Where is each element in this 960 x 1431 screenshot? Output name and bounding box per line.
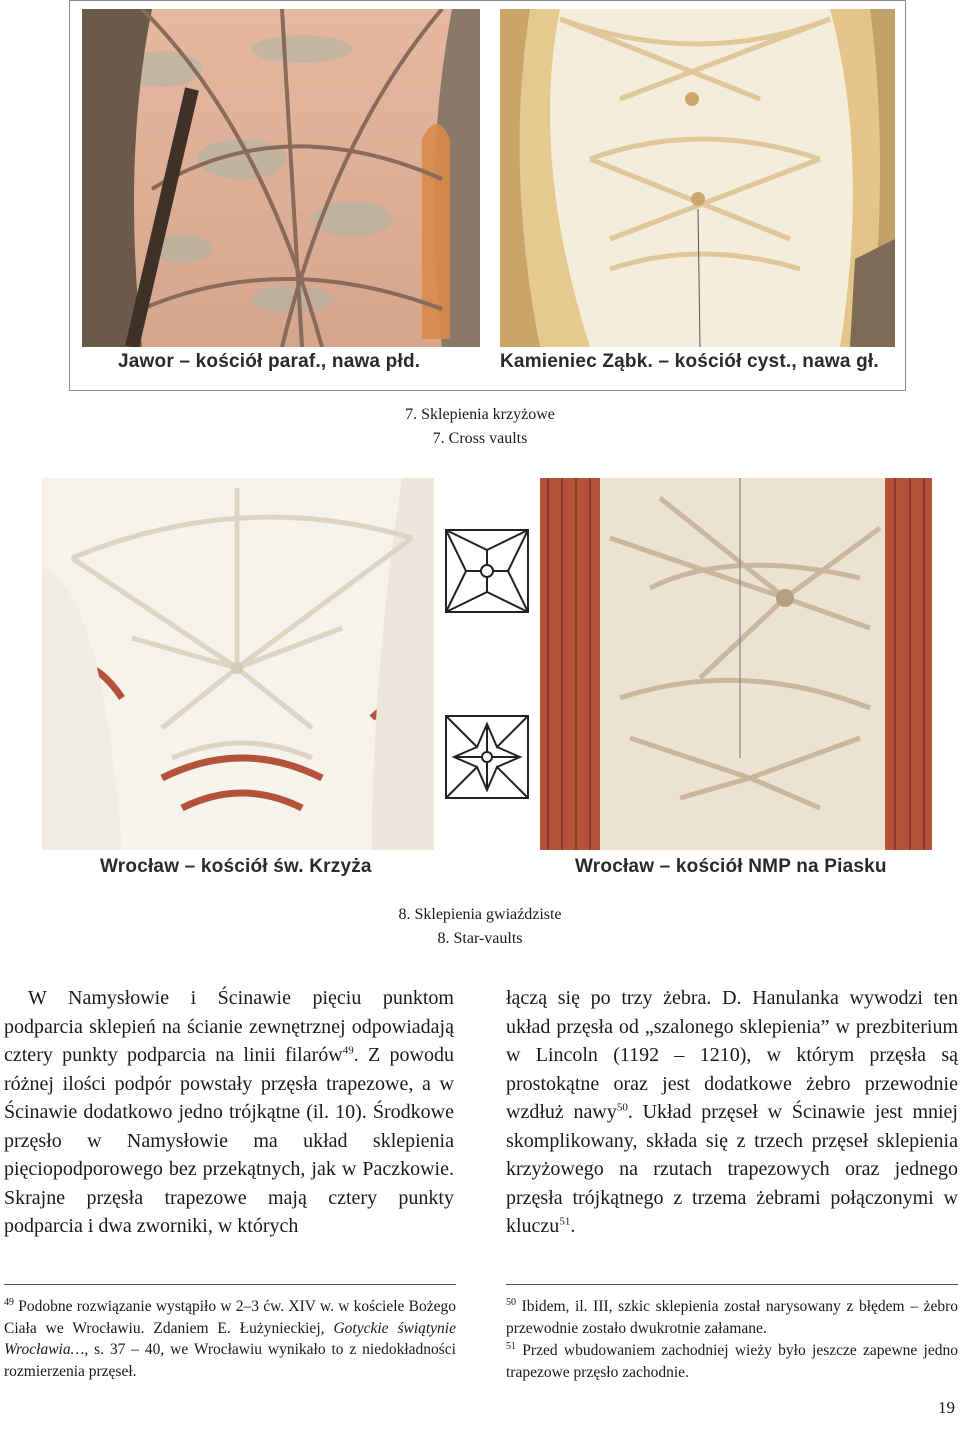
figure-8-caption-en: 8. Star-vaults: [437, 930, 523, 947]
page-number: 19: [938, 1398, 955, 1417]
body-right-text-b: . Układ przęseł w Ścinawie jest mniej skomplikowany, składa się z trzech przęseł sklepienia krzyżowego na rzutach trapezowych oraz jednego przęsła trójkątnego z trzema żebrami połączonymi w kluczu: [506, 1101, 958, 1237]
footnote-49-number: 49: [4, 1296, 14, 1308]
body-left-text-b: . Z powodu różnej ilości podpór powstały przęsła trapezowe, a w Ścinawie dodatkowo jedno trójkątne (il. 10). Środkowe przęsło w Namysłowie ma układ sklepienia pięciopodporowego bez przekątnych, jak w Paczkowie. Skrajne przęsła trapezowe mają cztery punkty podparcia i dwa zworniki, w których: [4, 1044, 454, 1237]
figure-8-caption: [0, 903, 960, 951]
figure-7-right-label: Kamieniec Ząbk. – kościół cyst., nawa gł.: [500, 351, 879, 372]
footnotes-right-column: [506, 1296, 958, 1384]
figure-8-left-label: Wrocław – kościół św. Krzyża: [100, 856, 372, 877]
figure-7-caption: [0, 403, 960, 451]
footnote-ref-50[interactable]: 50: [616, 1101, 628, 1114]
footnote-49-title: Gotyckie świątynie Wrocławia…: [4, 1319, 456, 1358]
figure-7-left-label: Jawor – kościół paraf., nawa płd.: [118, 351, 421, 372]
body-left-text-a: W Namysłowie i Ścinawie pięciu punktom podparcia sklepień na ścianie zewnętrznej odpowiadają cztery punkty podparcia na linii filarów: [4, 987, 454, 1066]
star-vault-diagram-2-icon: [444, 714, 530, 800]
body-text-left-column: [4, 984, 454, 1241]
body-paragraph-left: [4, 984, 454, 1241]
footnote-separator-right: [506, 1284, 958, 1285]
kamieniec-vault-drawing: [500, 9, 895, 347]
photo-piasek-vault: [540, 478, 932, 850]
footnote-separator-left: [4, 1284, 456, 1285]
body-text-right-column: [506, 984, 958, 1241]
footnotes-left-column: [4, 1296, 456, 1383]
body-right-text-c: .: [570, 1215, 576, 1237]
footnote-49-text-b: , s. 37 – 40, we Wrocławiu wynikało to z niedokładności rozmierzenia przęseł.: [4, 1341, 456, 1380]
body-paragraph-right: [506, 984, 958, 1241]
footnote-ref-49[interactable]: 49: [342, 1044, 354, 1057]
footnote-50: [506, 1296, 958, 1339]
piasek-vault-drawing: [540, 478, 932, 850]
krzyza-vault-drawing: [42, 478, 434, 850]
figure-7-frame: [69, 0, 906, 391]
footnote-49-text-a: Podobne rozwiązanie wystąpiło w 2–3 ćw. XIV w. w kościele Bożego Ciała we Wrocławiu. Zdaniem E. Łużynieckiej,: [4, 1298, 456, 1337]
footnote-51: [506, 1340, 958, 1383]
figure-8-frame: [42, 478, 918, 898]
footnote-ref-51[interactable]: 51: [559, 1215, 571, 1228]
photo-jawor-vault: [82, 9, 480, 347]
figure-7-caption-pl: 7. Sklepienia krzyżowe: [405, 406, 555, 423]
footnote-50-number: 50: [506, 1296, 516, 1308]
footnote-50-text: Ibidem, il. III, szkic sklepienia został narysowany z błędem – żebro przewodnie zostało dwukrotnie załamane.: [506, 1298, 958, 1337]
footnote-49: [4, 1296, 456, 1382]
star-vault-diagram-1-icon: [444, 528, 530, 614]
jawor-vault-drawing: [82, 9, 480, 347]
figure-8-right-label: Wrocław – kościół NMP na Piasku: [575, 856, 887, 877]
footnote-51-text: Przed wbudowaniem zachodniej wieży było jeszcze zapewne jedno trapezowe przęsło zachodnie.: [506, 1342, 958, 1381]
figure-7-caption-en: 7. Cross vaults: [432, 430, 528, 447]
footnote-51-number: 51: [506, 1340, 516, 1352]
photo-krzyza-vault: [42, 478, 434, 850]
photo-kamieniec-vault: [500, 9, 895, 347]
body-right-text-a: łączą się po trzy żebra. D. Hanulanka wywodzi ten układ przęsła od „szalonego sklepienia” w prezbiterium w Lincoln (1192 – 1210), w którym przęsła są prostokątne oraz jest dodatkowe żebro przewodnie wzdłuż nawy: [506, 987, 958, 1123]
figure-8-caption-pl: 8. Sklepienia gwiaździste: [398, 906, 562, 923]
